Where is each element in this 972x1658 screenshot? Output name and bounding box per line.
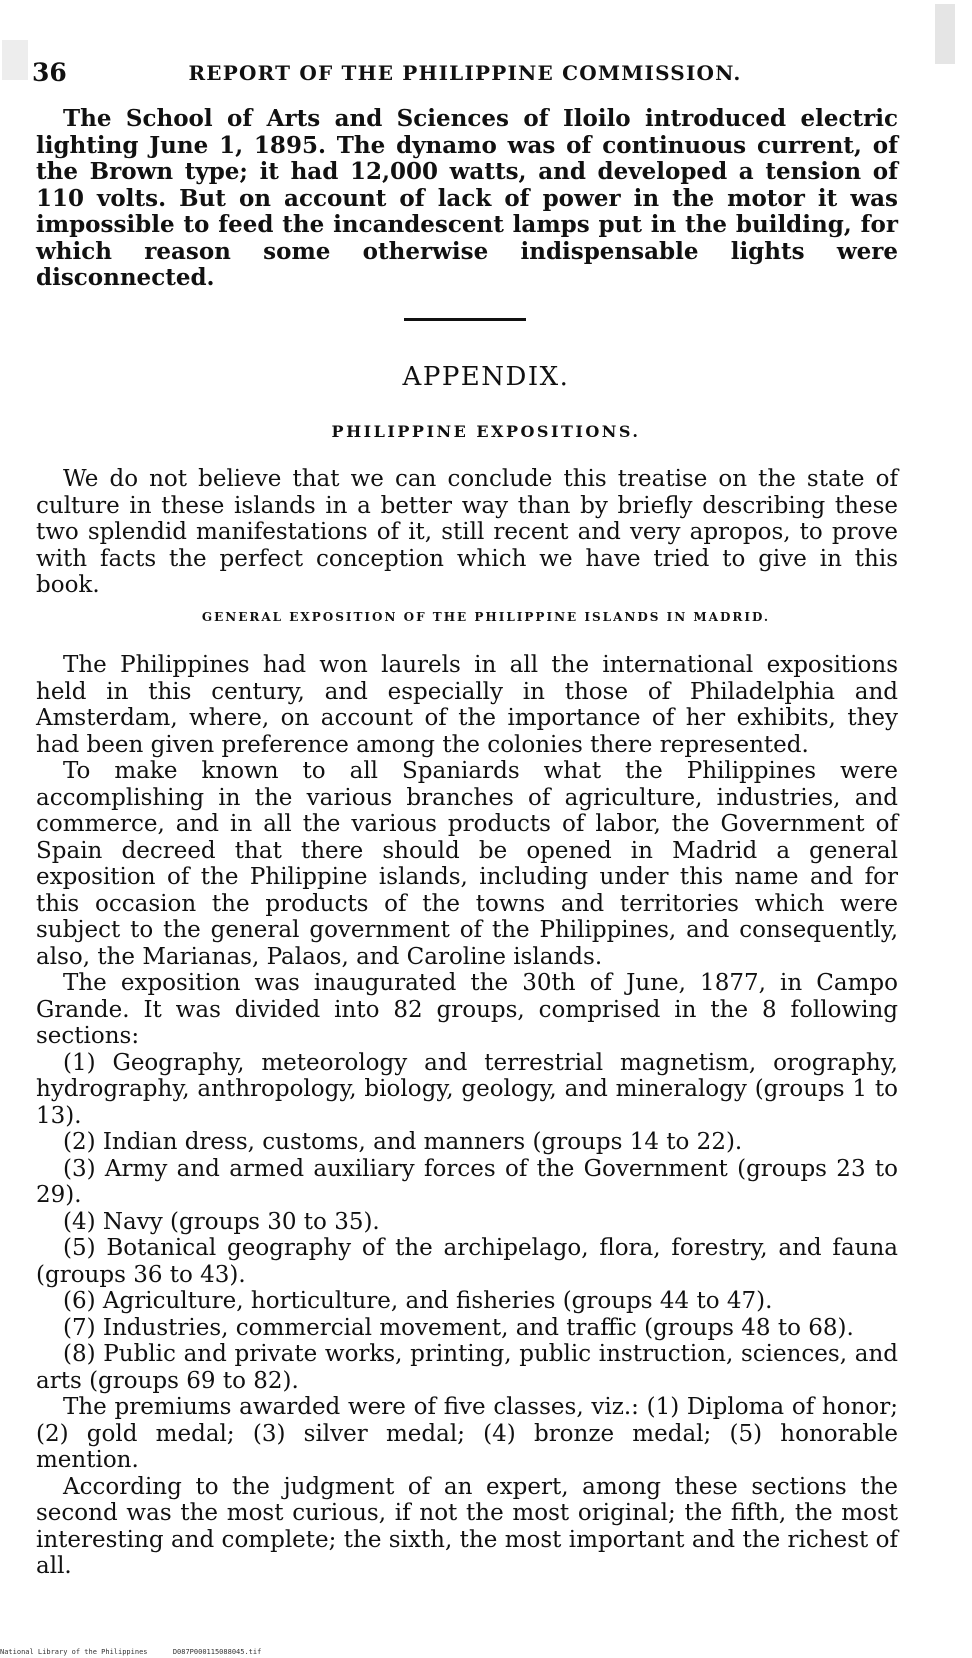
scan-noise	[2, 40, 28, 80]
section-list-item: (6) Agriculture, horticulture, and fisheries (groups 44 to 47).	[63, 1288, 773, 1314]
paragraph: The Philippines had won laurels in all the international expositions held in this century, and especially in those of Philadelphia and Amsterdam, where, on account of the importance of her exhibits, they had been given preference among the colonies there represented.	[36, 652, 898, 758]
section-list-item: (2) Indian dress, customs, and manners (groups 14 to 22).	[63, 1129, 743, 1155]
intro-paragraph: The School of Arts and Sciences of Iloilo introduced electric lighting June 1, 1895. The dynamo was of continuous current, of the Brown type; it had 12,000 watts, and developed a tension of 110 volts. But on account of lack of power in the motor it was impossible to feed the incandescent lamps put in the building, for which reason some otherwise indispensable lights were disconnected.	[36, 105, 898, 291]
running-head: REPORT OF THE PHILIPPINE COMMISSION.	[188, 61, 742, 85]
page-header	[30, 58, 900, 90]
section-list-item: (5) Botanical geography of the archipelago, flora, forestry, and fauna (groups 36 to 43).	[36, 1235, 898, 1288]
scan-footer	[0, 1648, 261, 1656]
section-list-item: (4) Navy (groups 30 to 35).	[63, 1208, 380, 1235]
section-title: PHILIPPINE EXPOSITIONS.	[331, 422, 641, 441]
section-divider	[404, 318, 526, 321]
section-list-item: (8) Public and private works, printing, public instruction, sciences, and arts (groups 69 to 82).	[36, 1341, 898, 1394]
appendix-title: APPENDIX.	[402, 362, 570, 392]
subsection-title: GENERAL EXPOSITION OF THE PHILIPPINE ISLANDS IN MADRID.	[201, 610, 771, 624]
opening-paragraph: We do not believe that we can conclude this treatise on the state of culture in these islands in a better way than by briefly describing these two splendid manifestations of it, still recent and very apropos, to prove with facts the perfect conception which we have tried to give in this book.	[36, 466, 898, 598]
main-text-block	[36, 652, 898, 1580]
page-number: 36	[32, 58, 67, 87]
intro-block	[36, 106, 898, 292]
section-list-item: (1) Geography, meteorology and terrestrial magnetism, orography, hydrography, anthropology, biology, geology, and mineralogy (groups 1 to 13).	[36, 1049, 898, 1129]
opening-block	[36, 466, 898, 599]
paragraph: The exposition was inaugurated the 30th of June, 1877, in Campo Grande. It was divided into 82 groups, comprised in the 8 following sections:	[36, 970, 898, 1049]
paragraph: The premiums awarded were of five classes, viz.: (1) Diploma of honor; (2) gold medal; (3) silver medal; (4) bronze medal; (5) honorable mention.	[36, 1394, 898, 1473]
paragraph: To make known to all Spaniards what the Philippines were accomplishing in the various branches of agriculture, industries, and commerce, and in all the various products of labor, the Government of Spain decreed that there should be opened in Madrid a general exposition of the Philippine islands, including under this name and for this occasion the products of the towns and territories which were subject to the general government of the Philippines, and consequently, also, the Marianas, Palaos, and Caroline islands.	[36, 758, 898, 970]
paragraph: According to the judgment of an expert, among these sections the second was the most curious, if not the most original; the fifth, the most interesting and complete; the sixth, the most important and the richest of all.	[36, 1473, 898, 1579]
scan-noise	[935, 4, 955, 64]
footer-file-id: D087P000115088045.tif	[172, 1648, 262, 1656]
section-list-item: (7) Industries, commercial movement, and traffic (groups 48 to 68).	[63, 1314, 854, 1341]
section-list-item: (3) Army and armed auxiliary forces of the Government (groups 23 to 29).	[36, 1155, 898, 1208]
footer-library: National Library of the Philippines	[0, 1648, 148, 1656]
